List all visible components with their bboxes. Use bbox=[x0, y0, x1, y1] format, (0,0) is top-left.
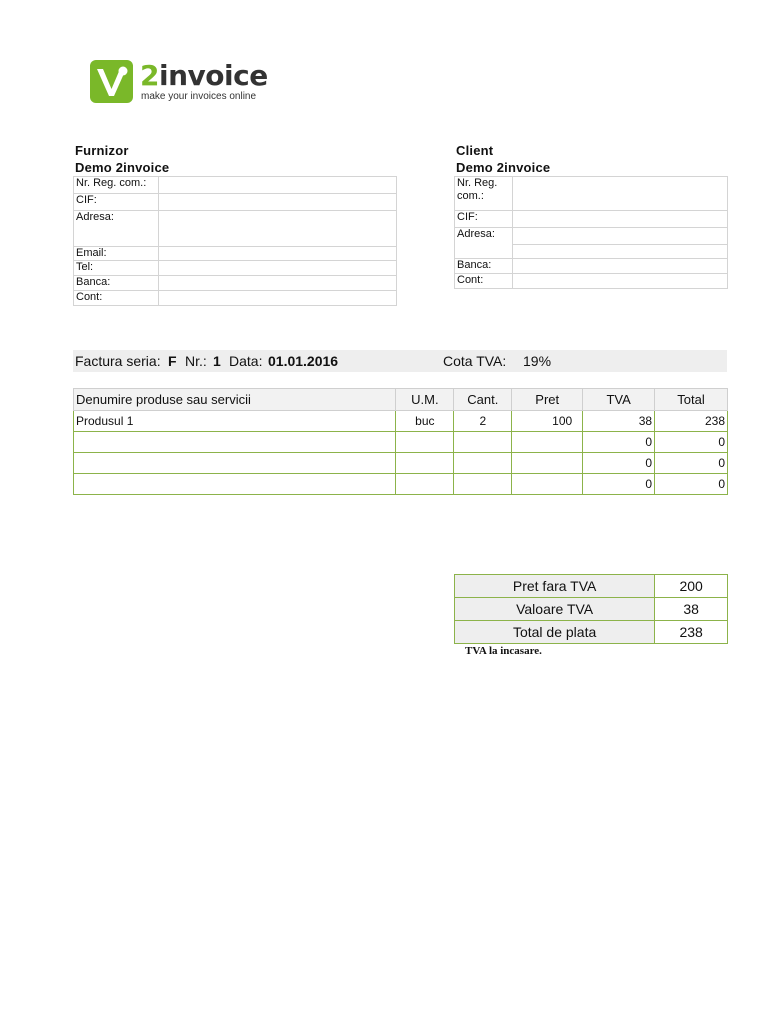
column-header-name: Denumire produse sau servicii bbox=[74, 389, 396, 411]
logo-mark-icon bbox=[90, 60, 133, 103]
client-heading: Client bbox=[456, 143, 494, 158]
item-qty: 2 bbox=[454, 411, 512, 432]
supplier-field-label: Cont: bbox=[74, 291, 159, 306]
totals-row bbox=[455, 598, 728, 621]
supplier-field-label: CIF: bbox=[74, 194, 159, 211]
supplier-field-label: Nr. Reg. com.: bbox=[74, 177, 159, 194]
client-field-value bbox=[512, 211, 727, 228]
totals-table bbox=[454, 574, 728, 644]
column-header-price: Pret bbox=[512, 389, 583, 411]
item-price bbox=[512, 432, 583, 453]
logo-wordmark: 2invoice bbox=[140, 59, 268, 92]
item-total: 238 bbox=[655, 411, 728, 432]
item-total: 0 bbox=[655, 432, 728, 453]
items-table bbox=[73, 388, 728, 495]
client-field-value bbox=[512, 259, 727, 274]
item-name bbox=[74, 474, 396, 495]
vat-rate-label: Cota TVA: bbox=[443, 353, 507, 369]
client-field-label: Adresa: bbox=[455, 228, 513, 259]
items-header-row bbox=[74, 389, 728, 411]
client-field-value bbox=[512, 228, 727, 245]
invoice-series-label: Factura seria: bbox=[75, 353, 161, 369]
item-price bbox=[512, 453, 583, 474]
item-vat: 38 bbox=[583, 411, 655, 432]
supplier-name: Demo 2invoice bbox=[75, 160, 170, 175]
item-qty bbox=[454, 432, 512, 453]
item-total: 0 bbox=[655, 453, 728, 474]
invoice-date-label: Data: bbox=[229, 353, 263, 369]
logo-tagline: make your invoices online bbox=[141, 91, 257, 102]
logo bbox=[90, 60, 270, 106]
vat-amount-label: Valoare TVA bbox=[455, 598, 655, 621]
subtotal-value: 200 bbox=[655, 575, 728, 598]
item-vat: 0 bbox=[583, 432, 655, 453]
item-um bbox=[396, 453, 454, 474]
item-name bbox=[74, 432, 396, 453]
item-name: Produsul 1 bbox=[74, 411, 396, 432]
item-qty bbox=[454, 474, 512, 495]
client-field-value bbox=[512, 274, 727, 289]
supplier-field-label: Tel: bbox=[74, 261, 159, 276]
invoice-info-bar bbox=[73, 350, 727, 372]
item-price bbox=[512, 474, 583, 495]
supplier-field-value bbox=[158, 261, 396, 276]
invoice-date: 01.01.2016 bbox=[268, 353, 339, 369]
table-row bbox=[74, 432, 728, 453]
supplier-field-value bbox=[158, 276, 396, 291]
subtotal-label: Pret fara TVA bbox=[455, 575, 655, 598]
client-name: Demo 2invoice bbox=[456, 160, 551, 175]
invoice-series: F bbox=[168, 353, 177, 369]
column-header-vat: TVA bbox=[583, 389, 655, 411]
item-um bbox=[396, 432, 454, 453]
column-header-qty: Cant. bbox=[454, 389, 512, 411]
client-field-label: Banca: bbox=[455, 259, 513, 274]
client-field-label: CIF: bbox=[455, 211, 513, 228]
totals-row bbox=[455, 575, 728, 598]
client-field-value bbox=[512, 245, 727, 259]
vat-rate: 19% bbox=[523, 353, 552, 369]
invoice-number: 1 bbox=[213, 353, 221, 369]
grand-total-label: Total de plata bbox=[455, 621, 655, 644]
supplier-field-value bbox=[158, 291, 396, 306]
vat-on-collection-note: TVA la incasare. bbox=[465, 645, 542, 657]
supplier-details-table bbox=[73, 176, 397, 306]
vat-amount-value: 38 bbox=[655, 598, 728, 621]
grand-total-value: 238 bbox=[655, 621, 728, 644]
item-um bbox=[396, 474, 454, 495]
totals-row bbox=[455, 621, 728, 644]
item-name bbox=[74, 453, 396, 474]
supplier-field-value bbox=[158, 194, 396, 211]
column-header-total: Total bbox=[655, 389, 728, 411]
client-details-table bbox=[454, 176, 728, 289]
invoice-number-label: Nr.: bbox=[185, 353, 207, 369]
item-total: 0 bbox=[655, 474, 728, 495]
table-row bbox=[74, 411, 728, 432]
client-field-label: Nr. Reg. com.: bbox=[455, 177, 513, 211]
item-vat: 0 bbox=[583, 453, 655, 474]
supplier-field-label: Banca: bbox=[74, 276, 159, 291]
client-field-label: Cont: bbox=[455, 274, 513, 289]
table-row bbox=[74, 453, 728, 474]
item-qty bbox=[454, 453, 512, 474]
supplier-field-label: Email: bbox=[74, 247, 159, 261]
supplier-field-value bbox=[158, 247, 396, 261]
table-row bbox=[74, 474, 728, 495]
supplier-field-value bbox=[158, 177, 396, 194]
supplier-field-label: Adresa: bbox=[74, 211, 159, 247]
client-field-value bbox=[512, 177, 727, 211]
item-um: buc bbox=[396, 411, 454, 432]
item-vat: 0 bbox=[583, 474, 655, 495]
column-header-um: U.M. bbox=[396, 389, 454, 411]
supplier-field-value bbox=[158, 211, 396, 247]
supplier-heading: Furnizor bbox=[75, 143, 129, 158]
item-price: 100 bbox=[512, 411, 583, 432]
